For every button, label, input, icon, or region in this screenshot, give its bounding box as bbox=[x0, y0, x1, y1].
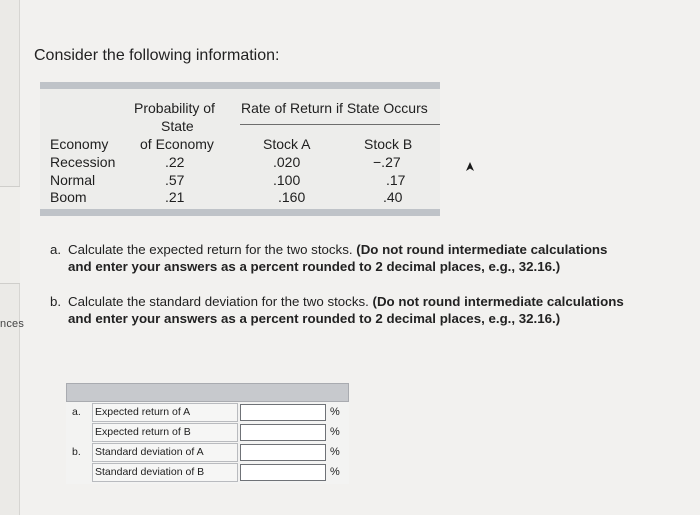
question-b-text: Calculate the standard deviation for the two stocks. bbox=[68, 294, 369, 309]
question-a-label: a. bbox=[50, 242, 62, 257]
row-economy: Recession bbox=[50, 154, 116, 170]
question-b-label: b. bbox=[50, 294, 62, 309]
table-bottom-bar bbox=[40, 209, 440, 216]
percent-unit: % bbox=[330, 446, 340, 458]
question-a-instructions: (Do not round intermediate calculations and enter your answers as a percent rounded to 2 decimal places, e.g., 32.16.) bbox=[68, 242, 608, 274]
answer-row-label: Standard deviation of B bbox=[95, 466, 205, 478]
answer-row-label: Expected return of B bbox=[95, 426, 191, 438]
table-row bbox=[66, 463, 349, 482]
row-probability: .21 bbox=[165, 189, 185, 205]
answer-row-letter: b. bbox=[72, 446, 81, 458]
page-edge-box bbox=[0, 186, 20, 284]
header-underline bbox=[240, 124, 440, 125]
answer-table bbox=[66, 383, 349, 484]
row-stock-b: .17 bbox=[386, 172, 406, 188]
header-stock-b: Stock B bbox=[364, 136, 413, 152]
page-title: Consider the following information: bbox=[34, 47, 280, 64]
row-stock-a: .100 bbox=[273, 172, 301, 188]
std-dev-b-input[interactable] bbox=[240, 464, 326, 481]
answer-row-label: Expected return of A bbox=[95, 406, 191, 418]
row-stock-b: .40 bbox=[383, 189, 403, 205]
expected-return-a-input[interactable] bbox=[240, 404, 326, 421]
header-probability-line3: of Economy bbox=[140, 136, 214, 152]
table-row bbox=[66, 443, 349, 462]
row-economy: Normal bbox=[50, 172, 96, 188]
row-stock-a: .160 bbox=[278, 189, 306, 205]
cursor-arrow-icon bbox=[463, 160, 477, 174]
row-probability: .57 bbox=[165, 172, 185, 188]
row-stock-b: −.27 bbox=[373, 154, 401, 170]
answer-table-header bbox=[66, 383, 349, 402]
edge-text: nces bbox=[0, 318, 25, 330]
question-a bbox=[50, 241, 630, 275]
header-probability-line2: State bbox=[161, 118, 194, 134]
header-stock-a: Stock A bbox=[263, 136, 311, 152]
row-economy: Boom bbox=[50, 189, 87, 205]
table-top-bar bbox=[40, 82, 440, 89]
row-probability: .22 bbox=[165, 154, 185, 170]
percent-unit: % bbox=[330, 426, 340, 438]
table-row bbox=[66, 423, 349, 442]
percent-unit: % bbox=[330, 466, 340, 478]
table-row bbox=[66, 403, 349, 422]
header-rate-of-return: Rate of Return if State Occurs bbox=[241, 100, 428, 116]
std-dev-a-input[interactable] bbox=[240, 444, 326, 461]
question-b bbox=[50, 293, 630, 327]
answer-row-letter: a. bbox=[72, 406, 81, 418]
percent-unit: % bbox=[330, 406, 340, 418]
row-stock-a: .020 bbox=[273, 154, 301, 170]
header-probability-line1: Probability of bbox=[134, 100, 215, 116]
question-a-text: Calculate the expected return for the two stocks. bbox=[68, 242, 353, 257]
answer-row-label: Standard deviation of A bbox=[95, 446, 204, 458]
expected-return-b-input[interactable] bbox=[240, 424, 326, 441]
header-economy: Economy bbox=[50, 136, 109, 152]
question-b-instructions: (Do not round intermediate calculations and enter your answers as a percent rounded to 2 decimal places, e.g., 32.16.) bbox=[68, 294, 624, 326]
